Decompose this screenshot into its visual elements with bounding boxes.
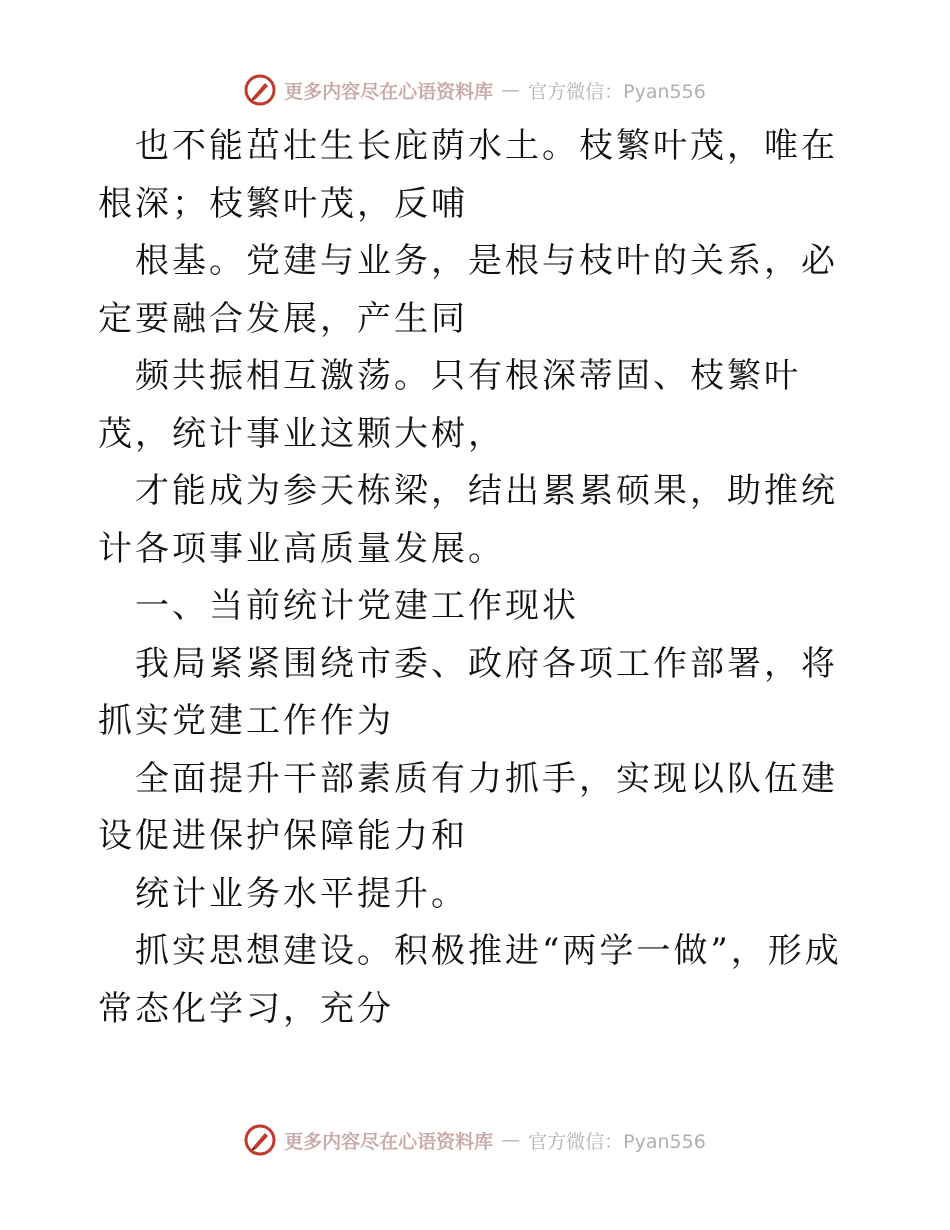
paragraph: 也不能茁壮生长庇荫水土。枝繁叶茂，唯在根深；枝繁叶茂，反哺: [98, 126, 838, 224]
paragraph: 统计业务水平提升。: [135, 873, 468, 914]
watermark-brand: 更多内容尽在心语资料库: [284, 80, 494, 103]
watermark-contact: 官方微信：Pyan556: [528, 1130, 706, 1153]
document-body: [98, 118, 852, 1038]
footer-watermark: [0, 1122, 950, 1158]
watermark-separator: —: [501, 1129, 521, 1151]
paragraph: 全面提升干部素质有力抓手，实现以队伍建设促进保护保障能力和: [98, 758, 838, 856]
pen-logo-icon: [244, 74, 276, 106]
paragraph: 抓实思想建设。积极推进“两学一做”，形成常态化学习，充分: [98, 931, 842, 1029]
watermark-separator: —: [501, 79, 521, 101]
paragraph: 我局紧紧围绕市委、政府各项工作部署，将抓实党建工作作为: [98, 643, 838, 741]
watermark-brand: 更多内容尽在心语资料库: [284, 1130, 494, 1153]
header-watermark: [0, 72, 950, 108]
paragraph: 才能成为参天栋梁，结出累累硕果，助推统计各项事业高质量发展。: [98, 471, 838, 569]
watermark-contact: 官方微信：Pyan556: [528, 80, 706, 103]
paragraph: 频共振相互激荡。只有根深蒂固、枝繁叶茂，统计事业这颗大树，: [98, 356, 801, 454]
section-heading: 一、当前统计党建工作现状: [135, 586, 579, 626]
pen-logo-icon: [244, 1124, 276, 1156]
paragraph: 根基。党建与业务，是根与枝叶的关系，必定要融合发展，产生同: [98, 241, 838, 339]
